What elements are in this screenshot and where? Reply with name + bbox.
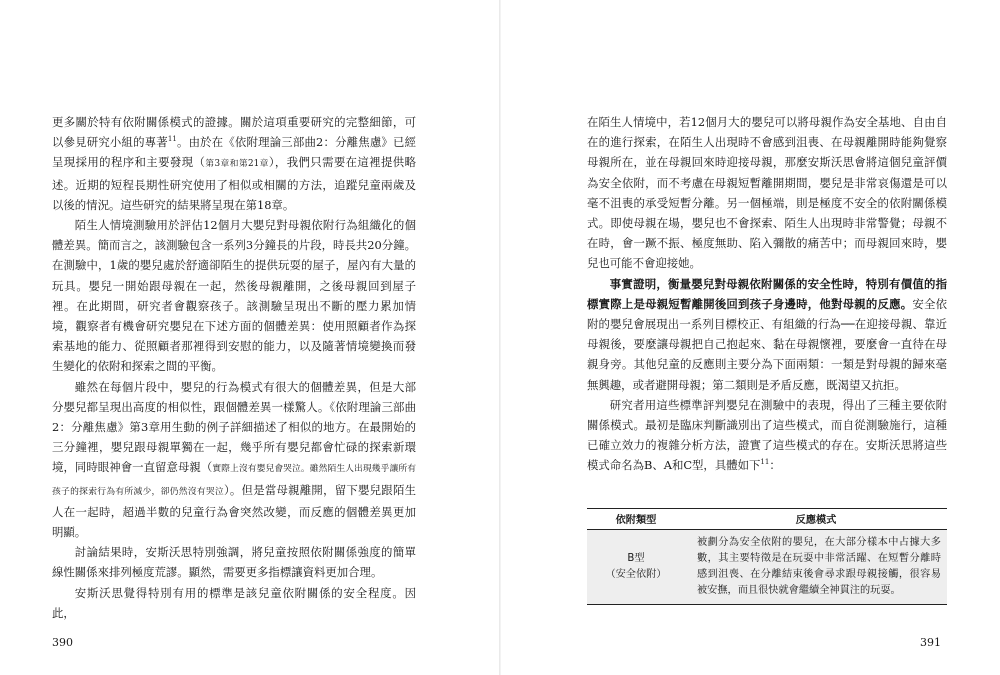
- attachment-type-table: [587, 508, 947, 605]
- small-note: 實際上沒有嬰兒會哭泣。雖然陌生人出現幾乎讓所有孩子的探索行為有所減少，卻仍然沒有哭泣: [52, 464, 416, 497]
- column-header-type: 依附類型: [587, 509, 685, 530]
- attachment-type-cell: [587, 530, 685, 605]
- left-page-body: [52, 112, 416, 623]
- paragraph: 更多關於特有依附關係模式的證據。關於這項重要研究的完整細節，可以參見研究小組的專著$^{11}$。由於在《依附理論三部曲2：分離焦慮》已經呈現採用的程序和主要發現（第3章和第21章），我們只需要在這裡提供略述。近期的短程長期性研究使用了相似或相關的方法，追蹤兒童兩歲及以後的情況。這些研究的結果將呈現在第18章。: [52, 115, 416, 212]
- page-number-right: 391: [920, 636, 941, 649]
- right-page-body: [587, 112, 947, 476]
- book-gutter: [499, 0, 501, 675]
- paragraph: 陌生人情境測驗用於評估12個月大嬰兒對母親依附行為組織化的個體差異。簡而言之，該測驗包含一系列3分鐘長的片段，時長共20分鐘。在測驗中，1歲的嬰兒處於舒適卻陌生的提供玩耍的屋子，屋內有大量的玩具。嬰兒一開始跟母親在一起，然後母親離開，之後母親回到屋子裡。在此期間，研究者會觀察孩子。該測驗呈現出不斷的壓力累加情境，觀察者有機會研究嬰兒在下述方面的個體差異：使用照顧者作為探索基地的能力、從照顧者那裡得到安慰的能力，以及隨著情境變換而發生變化的依附和探索之間的平衡。: [52, 218, 416, 374]
- paragraph: 雖然在每個片段中，嬰兒的行為模式有很大的個體差異，但是大部分嬰兒都呈現出高度的相似性，跟個體差異一樣驚人。《依附理論三部曲2：分離焦慮》第3章用生動的例子詳細描述了相似的地方。在最開始的三分鐘裡，嬰兒跟母親單獨在一起，幾乎所有嬰兒都會忙碌的探索新環境，同時眼神會一直留意母親（實際上沒有嬰兒會哭泣。雖然陌生人出現幾乎讓所有孩子的探索行為有所減少，卻仍然沒有哭泣）。但是當母親離開，留下嬰兒跟陌生人在一起時，超過半數的兒童行為會突然改變，而反應的個體差異更加明顯。: [52, 379, 416, 540]
- paragraph: 安斯沃思覺得特別有用的標準是該兒童依附關係的安全程度。因此，: [52, 585, 416, 620]
- type-name: B型: [627, 553, 645, 564]
- column-header-response: 反應模式: [685, 509, 947, 530]
- table-header-row: [587, 509, 947, 530]
- footnote-marker: 11: [760, 458, 770, 467]
- paragraph: 事實證明，衡量嬰兒對母親依附關係的安全性時，特別有價值的指標實際上是母親短暫離開後回到孩子身邊時，他對母親的反應。安全依附的嬰兒會展現出一系列目標校正、有組織的行為──在迎接母親、靠近母親後，要麼讓母親把自己抱起來、黏在母親懷裡，要麼會一直待在母親身旁。其他兒童的反應則主要分為下面兩類：一類是對母親的歸來毫無興趣，或者避開母親；第二類則是矛盾反應，既渴望又抗拒。: [587, 276, 947, 392]
- bold-emphasis: 事實證明，衡量嬰兒對母親依附關係的安全性時，特別有價值的指標實際上是母親短暫離開後回到孩子身邊時，他對母親的反應。: [587, 276, 947, 311]
- small-note: 第3章和第21章: [205, 159, 269, 170]
- paragraph: 討論結果時，安斯沃思特別強調，將兒童按照依附關係強度的簡單線性關係來排列極度荒謬。顯然，需要更多指標讓資料更加合理。: [52, 545, 416, 580]
- page-number-left: 390: [52, 636, 73, 649]
- type-description: （安全依附）: [605, 569, 667, 580]
- response-pattern-cell: 被劃分為安全依附的嬰兒，在大部分樣本中占據大多數，其主要特徵是在玩耍中非常活躍、在短暫分離時感到沮喪、在分離結束後會尋求跟母親接觸，很容易被安撫，而且很快就會繼續全神貫注的玩耍。: [685, 530, 947, 605]
- footnote-marker: 11: [167, 135, 177, 144]
- paragraph: 研究者用這些標準評判嬰兒在測驗中的表現，得出了三種主要依附關係模式。最初是臨床判斷識別出了這些模式，而自從測驗施行，這種已確立效力的複雜分析方法，證實了這些模式的存在。安斯沃思將這些模式命名為B、A和C型，具體如下$^{11}$：: [587, 397, 947, 473]
- paragraph: 在陌生人情境中，若12個月大的嬰兒可以將母親作為安全基地、自由自在的進行探索，在陌生人出現時不會感到沮喪、在母親離開時能夠覺察母親所在，並在母親回來時迎接母親，那麼安斯沃思會將這個兒童評價為安全依附，而不考慮在母親短暫離開期間，嬰兒是非常哀傷還是可以毫不沮喪的承受短暫分離。另一個極端，則是極度不安全的依附關係模式。即使母親在場，嬰兒也不會探索、陌生人出現時非常警覺；母親不在時，會一蹶不振、極度無助、陷入彌散的痛苦中；而母親回來時，嬰兒也可能不會迎接她。: [587, 115, 947, 271]
- table-row: [587, 530, 947, 605]
